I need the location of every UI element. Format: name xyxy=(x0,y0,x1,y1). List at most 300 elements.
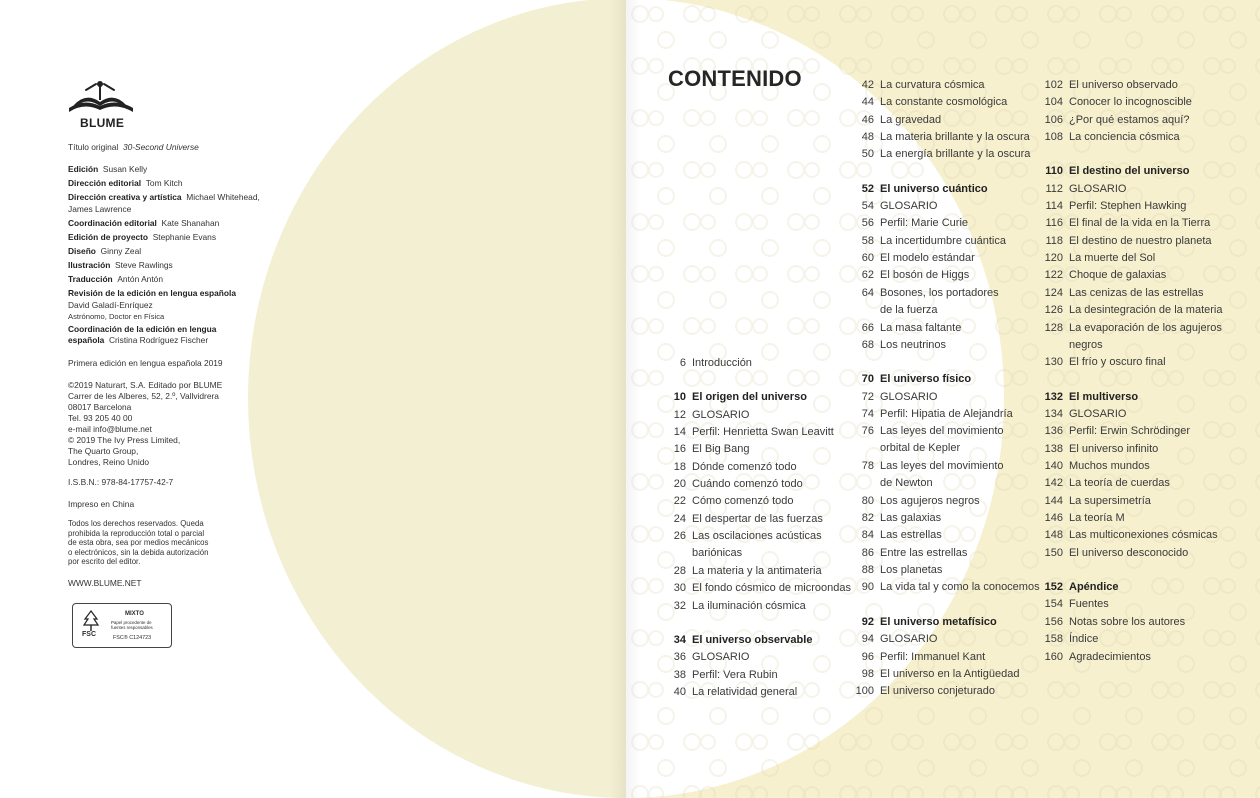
toc-entry-title: Agradecimientos xyxy=(1069,651,1151,663)
toc-entry xyxy=(673,477,803,491)
toc-page-number: 132 xyxy=(1044,391,1063,403)
credit-name: Susan Kelly xyxy=(98,164,148,174)
toc-entry-title: GLOSARIO xyxy=(692,651,750,663)
text-line: e-mail info@blume.net xyxy=(68,424,152,434)
credit-role: Dirección editorial xyxy=(68,178,142,188)
toc-entry-title: Fuentes xyxy=(1069,598,1109,610)
toc-entry xyxy=(1044,597,1109,611)
toc-entry-title: El fondo cósmico de microondas xyxy=(692,582,851,594)
toc-entry-title: Perfil: Erwin Schrödinger xyxy=(1069,425,1191,437)
toc-entry-title: Índice xyxy=(1069,633,1099,645)
toc-entry xyxy=(861,528,942,542)
toc-entry-title: GLOSARIO xyxy=(880,200,938,212)
toc-page-number: 32 xyxy=(673,600,686,612)
toc-page-number: 144 xyxy=(1044,495,1063,507)
toc-entry xyxy=(1044,476,1170,490)
toc-entry-title: La incertidumbre cuántica xyxy=(880,235,1006,247)
credit-row xyxy=(68,324,216,335)
toc-page-number: 18 xyxy=(673,461,686,473)
toc-page-number: 72 xyxy=(861,391,874,403)
toc-entry xyxy=(673,512,823,526)
toc-page-number: 120 xyxy=(1044,252,1063,264)
toc-page-number: 30 xyxy=(673,582,686,594)
toc-page-number: 94 xyxy=(861,633,874,645)
toc-page-number: 38 xyxy=(673,669,686,681)
toc-entry xyxy=(861,251,975,265)
toc-entry-title: El modelo estándar xyxy=(880,252,975,264)
toc-entry xyxy=(861,78,985,92)
toc-entry xyxy=(861,459,1004,489)
toc-section xyxy=(861,615,997,629)
text-line: por escrito del editor. xyxy=(68,557,141,567)
toc-entry-title: Las leyes del movimiento xyxy=(880,460,1004,472)
toc-page-number: 150 xyxy=(1044,547,1063,559)
toc-entry xyxy=(861,650,986,664)
toc-page-number: 112 xyxy=(1045,183,1063,195)
toc-entry-continuation: de la fuerza xyxy=(880,304,938,316)
credit-role: Dirección creativa y artística xyxy=(68,192,182,202)
toc-section xyxy=(861,182,988,196)
fsc-desc: Papel procedente de fuentes responsables xyxy=(111,620,153,630)
credit-name: Cristina Rodríguez Fischer xyxy=(104,335,209,345)
text-line: prohibida la reproducción total o parcial xyxy=(68,528,205,538)
toc-page-number: 64 xyxy=(861,287,874,299)
toc-entry-title: La materia brillante y la oscura xyxy=(880,131,1030,143)
toc-page-number: 122 xyxy=(1044,269,1063,281)
toc-section xyxy=(1044,390,1139,404)
toc-page-number: 48 xyxy=(861,131,874,143)
toc-entry xyxy=(1044,528,1218,542)
credit-name: James Lawrence xyxy=(68,204,132,214)
credit-role: Coordinación editorial xyxy=(68,218,157,228)
toc-page-number: 22 xyxy=(673,495,686,507)
toc-page-number: 70 xyxy=(861,373,874,385)
toc-page-number: 14 xyxy=(673,426,686,438)
toc-entry-title: Los agujeros negros xyxy=(880,495,980,507)
blume-logo xyxy=(66,80,136,116)
toc-page-number: 54 xyxy=(861,200,874,212)
toc-page-number: 90 xyxy=(861,581,874,593)
toc-page-number: 6 xyxy=(679,357,686,369)
toc-entry-title: La supersimetría xyxy=(1069,495,1151,507)
toc-page-number: 106 xyxy=(1044,114,1063,126)
credit-role: Diseño xyxy=(68,246,96,256)
fsc-label: FSC xyxy=(82,631,96,638)
credit-role: Coordinación de la edición en lengua xyxy=(68,324,217,334)
toc-page-number: 100 xyxy=(855,685,874,697)
credit-role: Traducción xyxy=(68,274,113,284)
toc-entry-title: GLOSARIO xyxy=(880,633,938,645)
toc-entry-title: La desintegración de la materia xyxy=(1069,304,1223,316)
toc-page-number: 128 xyxy=(1044,322,1063,334)
toc-entry-title: La vida tal y como la conocemos xyxy=(880,581,1040,593)
toc-entry xyxy=(1044,650,1151,664)
credit-name: Michael Whitehead, xyxy=(181,192,260,202)
toc-entry xyxy=(1044,130,1180,144)
text-line: 08017 Barcelona xyxy=(68,402,132,412)
toc-entry xyxy=(673,442,750,456)
website: WWW.BLUME.NET xyxy=(68,578,142,588)
toc-page-number: 102 xyxy=(1044,79,1063,91)
toc-entry xyxy=(673,668,778,682)
toc-page-number: 156 xyxy=(1044,616,1063,628)
toc-entry-title: Entre las estrellas xyxy=(880,547,968,559)
toc-entry-title: Choque de galaxias xyxy=(1069,269,1167,281)
toc-entry xyxy=(1044,321,1222,351)
toc-entry xyxy=(673,581,851,595)
credit-row xyxy=(68,335,208,346)
toc-section xyxy=(673,390,807,404)
toc-entry xyxy=(861,268,970,282)
toc-entry xyxy=(861,390,938,404)
toc-page-number: 114 xyxy=(1045,200,1063,212)
toc-entry-title: El universo observable xyxy=(692,634,813,646)
toc-entry-title: El destino del universo xyxy=(1069,165,1190,177)
toc-entry-title: El universo cuántico xyxy=(880,183,988,195)
toc-entry xyxy=(861,511,942,525)
fsc-tree-icon xyxy=(81,609,101,633)
credit-role: Ilustración xyxy=(68,260,111,270)
toc-page-number: 140 xyxy=(1044,460,1063,472)
isbn: I.S.B.N.: 978-84-17757-42-7 xyxy=(68,477,174,487)
toc-entry-title: Las oscilaciones acústicas xyxy=(692,530,822,542)
toc-entry-title: Notas sobre los autores xyxy=(1069,616,1186,628)
toc-page-number: 104 xyxy=(1044,96,1063,108)
toc-entry-title: Perfil: Hipatia de Alejandría xyxy=(880,408,1013,420)
toc-section xyxy=(861,372,972,386)
printed-in: Impreso en China xyxy=(68,499,135,509)
credit-role: Edición de proyecto xyxy=(68,232,149,242)
toc-entry xyxy=(861,199,938,213)
toc-entry xyxy=(1044,615,1186,629)
toc-entry-title: GLOSARIO xyxy=(692,409,750,421)
toc-entry-title: Perfil: Stephen Hawking xyxy=(1069,200,1187,212)
toc-entry xyxy=(1044,442,1159,456)
text-line: ©2019 Naturart, S.A. Editado por BLUME xyxy=(68,380,223,390)
toc-entry-title: Las cenizas de las estrellas xyxy=(1069,287,1204,299)
toc-entry xyxy=(1044,459,1150,473)
toc-entry-title: ¿Por qué estamos aquí? xyxy=(1069,114,1190,126)
credit-name: Antón Antón xyxy=(112,274,163,284)
toc-page-number: 78 xyxy=(861,460,874,472)
toc-entry-title: Los neutrinos xyxy=(880,339,947,351)
toc-entry-title: Introducción xyxy=(692,357,752,369)
toc-entry xyxy=(861,494,980,508)
toc-entry-title: La conciencia cósmica xyxy=(1069,131,1180,143)
toc-entry-title: Apéndice xyxy=(1069,581,1119,593)
toc-page-number: 124 xyxy=(1044,287,1063,299)
publisher-name: BLUME xyxy=(80,116,125,130)
toc-entry xyxy=(861,546,968,560)
first-edition: Primera edición en lengua española 2019 xyxy=(68,358,223,368)
toc-section xyxy=(1044,580,1119,594)
toc-entry-title: Conocer lo incognoscible xyxy=(1069,96,1192,108)
toc-entry xyxy=(679,356,752,370)
toc-page-number: 118 xyxy=(1045,235,1063,247)
rights-notice xyxy=(68,519,268,567)
toc-entry-title: El universo observado xyxy=(1069,79,1178,91)
toc-entry-title: Perfil: Henrietta Swan Leavitt xyxy=(692,426,834,438)
toc-page-number: 40 xyxy=(673,686,686,698)
toc-entry xyxy=(1045,216,1211,230)
toc-entry xyxy=(673,408,750,422)
address-block xyxy=(68,380,268,468)
toc-page-number: 154 xyxy=(1044,598,1063,610)
toc-entry-title: La teoría M xyxy=(1069,512,1125,524)
fsc-badge xyxy=(72,603,172,648)
credit-row xyxy=(68,232,216,243)
credit-row xyxy=(68,300,153,311)
toc-entry xyxy=(673,685,798,699)
toc-entry-title: La materia y la antimateria xyxy=(692,565,822,577)
toc-entry xyxy=(1044,113,1190,127)
toc-entry xyxy=(1045,182,1127,196)
toc-entry-title: El multiverso xyxy=(1069,391,1139,403)
toc-entry-title: El destino de nuestro planeta xyxy=(1069,235,1212,247)
fsc-code: FSC® C124723 xyxy=(113,635,152,641)
toc-entry xyxy=(1045,199,1187,213)
toc-entry-title: Perfil: Marie Curie xyxy=(880,217,969,229)
toc-entry xyxy=(673,564,822,578)
toc-page-number: 68 xyxy=(861,339,874,351)
toc-page-number: 108 xyxy=(1044,131,1063,143)
toc-entry-title: Cuándo comenzó todo xyxy=(692,478,803,490)
text-line: © 2019 The Ivy Press Limited, xyxy=(68,435,181,445)
toc-entry-title: La muerte del Sol xyxy=(1069,252,1156,264)
credit-name: Kate Shanahan xyxy=(156,218,220,228)
credit-row xyxy=(68,178,183,189)
toc-page-number: 148 xyxy=(1044,529,1063,541)
credit-row xyxy=(68,164,147,175)
text-line: de esta obra, sea por medios mecánicos xyxy=(68,538,209,548)
text-line: Carrer de les Alberes, 52, 2.º, Vallvidrera xyxy=(68,391,219,401)
toc-page-number: 160 xyxy=(1044,651,1063,663)
toc-page-number: 110 xyxy=(1045,165,1063,177)
toc-entry-title: La masa faltante xyxy=(880,322,962,334)
toc-entry xyxy=(673,529,822,559)
toc-entry xyxy=(1044,286,1204,300)
toc-entry-title: El bosón de Higgs xyxy=(880,269,970,281)
credit-name: Astrónomo, Doctor en Física xyxy=(68,312,165,321)
toc-entry xyxy=(861,580,1040,594)
gutter-shadow xyxy=(610,0,640,798)
toc-entry-title: GLOSARIO xyxy=(880,391,938,403)
toc-entry-title: El universo físico xyxy=(880,373,972,385)
credit-name: Steve Rawlings xyxy=(110,260,173,270)
toc-entry-title: Las leyes del movimiento xyxy=(880,425,1004,437)
toc-page-number: 134 xyxy=(1044,408,1063,420)
toc-entry-continuation: negros xyxy=(1069,339,1103,351)
toc-entry xyxy=(1044,78,1178,92)
toc-page-number: 76 xyxy=(861,425,874,437)
credit-role: Edición xyxy=(68,164,99,174)
toc-page-number: 46 xyxy=(861,114,874,126)
credit-role: Revisión de la edición en lengua española xyxy=(68,288,237,298)
toc-entry xyxy=(1044,632,1099,646)
toc-entry-title: Cómo comenzó todo xyxy=(692,495,794,507)
toc-entry-title: Bosones, los portadores xyxy=(880,287,999,299)
toc-entry xyxy=(1044,494,1151,508)
toc-entry xyxy=(861,113,942,127)
toc-page-number: 74 xyxy=(861,408,874,420)
toc-page-number: 56 xyxy=(861,217,874,229)
credit-name: David Galadí-Enríquez xyxy=(68,300,153,310)
toc-entry xyxy=(861,216,969,230)
toc-section xyxy=(673,633,813,647)
toc-page-number: 84 xyxy=(861,529,874,541)
text-line: Tel. 93 205 40 00 xyxy=(68,413,133,423)
toc-entry xyxy=(861,407,1013,421)
toc-entry xyxy=(855,684,995,698)
toc-entry-title: Las galaxias xyxy=(880,512,942,524)
toc-entry-title: GLOSARIO xyxy=(1069,183,1127,195)
credit-row xyxy=(68,260,173,271)
toc-page-number: 158 xyxy=(1044,633,1063,645)
toc-entry-title: La gravedad xyxy=(880,114,942,126)
fsc-mix: MIXTO xyxy=(125,611,144,617)
toc-entry-title: La teoría de cuerdas xyxy=(1069,477,1170,489)
toc-entry-title: GLOSARIO xyxy=(1069,408,1127,420)
toc-entry-title: El universo infinito xyxy=(1069,443,1159,455)
toc-page-number: 82 xyxy=(861,512,874,524)
toc-page-number: 92 xyxy=(861,616,874,628)
toc-entry xyxy=(861,321,962,335)
toc-entry xyxy=(1044,268,1167,282)
toc-page-number: 26 xyxy=(673,530,686,542)
toc-entry xyxy=(1044,407,1127,421)
toc-entry-title: La constante cosmológica xyxy=(880,96,1008,108)
toc-page-number: 12 xyxy=(673,409,686,421)
toc-page-number: 138 xyxy=(1044,443,1063,455)
text-line: The Quarto Group, xyxy=(68,446,139,456)
toc-entry-continuation: orbital de Kepler xyxy=(880,442,961,454)
toc-entry-title: La curvatura cósmica xyxy=(880,79,985,91)
credit-role: española xyxy=(68,335,105,345)
toc-entry-title: La iluminación cósmica xyxy=(692,600,806,612)
original-title-value: 30-Second Universe xyxy=(122,142,199,152)
toc-entry-title: El universo metafísico xyxy=(880,616,997,628)
toc-page-number: 126 xyxy=(1044,304,1063,316)
toc-entry xyxy=(1044,546,1189,560)
toc-entry xyxy=(861,130,1030,144)
credit-row xyxy=(68,218,219,229)
toc-entry-title: Dónde comenzó todo xyxy=(692,461,797,473)
original-title-label: Título original xyxy=(68,142,119,152)
toc-entry xyxy=(861,424,1004,454)
toc-page-number: 42 xyxy=(861,79,874,91)
toc-entry xyxy=(1044,355,1166,369)
toc-entry xyxy=(673,425,834,439)
toc-page-number: 52 xyxy=(861,183,874,195)
toc-entry xyxy=(1044,303,1223,317)
toc-entry-title: La relatividad general xyxy=(692,686,798,698)
toc-page-number: 146 xyxy=(1044,512,1063,524)
toc-page-number: 10 xyxy=(673,391,686,403)
credit-row xyxy=(68,246,141,257)
toc-entry-title: El universo en la Antigüedad xyxy=(880,668,1020,680)
toc-entry xyxy=(861,147,1031,161)
credit-row xyxy=(68,204,131,215)
toc-entry-continuation: de Newton xyxy=(880,477,933,489)
toc-entry-title: Perfil: Vera Rubin xyxy=(692,669,778,681)
toc-entry-title: La evaporación de los agujeros xyxy=(1069,322,1222,334)
toc-entry xyxy=(673,650,750,664)
toc-page-number: 96 xyxy=(861,651,874,663)
toc-page-number: 50 xyxy=(861,148,874,160)
toc-entry xyxy=(1044,511,1125,525)
toc-entry-title: El universo conjeturado xyxy=(880,685,995,697)
toc-entry xyxy=(861,667,1020,681)
toc-entry-title: La energía brillante y la oscura xyxy=(880,148,1031,160)
credit-row xyxy=(68,288,236,299)
toc-entry xyxy=(861,563,943,577)
toc-entry-title: El frío y oscuro final xyxy=(1069,356,1166,368)
toc-entry xyxy=(861,338,947,352)
toc-page-number: 136 xyxy=(1044,425,1063,437)
text-line: Londres, Reino Unido xyxy=(68,457,150,467)
toc-page-number: 116 xyxy=(1045,217,1063,229)
toc-page-number: 16 xyxy=(673,443,686,455)
text-line: Todos los derechos reservados. Queda xyxy=(68,519,204,528)
toc-entry-title: El Big Bang xyxy=(692,443,750,455)
toc-page-number: 98 xyxy=(861,668,874,680)
toc-entry xyxy=(861,234,1006,248)
toc-title: CONTENIDO xyxy=(668,66,802,91)
toc-entry-title: El despertar de las fuerzas xyxy=(692,513,823,525)
toc-entry-continuation: bariónicas xyxy=(692,547,743,559)
toc-page-number: 152 xyxy=(1044,581,1063,593)
toc-page-number: 60 xyxy=(861,252,874,264)
toc-entry xyxy=(673,599,806,613)
toc-page-number: 142 xyxy=(1044,477,1063,489)
credit-name: Tom Kitch xyxy=(141,178,183,188)
toc-entry-title: Las estrellas xyxy=(880,529,942,541)
toc-page-number: 86 xyxy=(861,547,874,559)
toc-page-number: 58 xyxy=(861,235,874,247)
toc-entry-title: El final de la vida en la Tierra xyxy=(1069,217,1211,229)
toc-entry-title: El universo desconocido xyxy=(1069,547,1189,559)
toc-entry-title: El origen del universo xyxy=(692,391,807,403)
toc-entry xyxy=(1044,251,1156,265)
credit-row xyxy=(68,274,163,285)
toc-entry xyxy=(861,286,999,316)
text-line: o electrónicos, sin la debida autorización xyxy=(68,547,209,557)
toc-page-number: 88 xyxy=(861,564,874,576)
toc-entry-title: Muchos mundos xyxy=(1069,460,1150,472)
toc-section xyxy=(1045,164,1190,178)
toc-page-number: 24 xyxy=(673,513,686,525)
original-title xyxy=(68,142,268,153)
toc-page-number: 34 xyxy=(673,634,686,646)
toc-entry xyxy=(1044,424,1191,438)
credit-name: Ginny Zeal xyxy=(95,246,142,256)
toc-entry xyxy=(861,632,938,646)
toc-page-number: 44 xyxy=(861,96,874,108)
toc-page-number: 130 xyxy=(1044,356,1063,368)
toc-entry xyxy=(1045,234,1212,248)
toc-entry xyxy=(673,494,794,508)
toc-entry xyxy=(861,95,1008,109)
toc-page-number: 28 xyxy=(673,565,686,577)
toc-entry-title: Las multiconexiones cósmicas xyxy=(1069,529,1218,541)
toc-entry-title: Los planetas xyxy=(880,564,943,576)
toc-entry xyxy=(1044,95,1192,109)
toc-entry xyxy=(673,460,797,474)
toc-entry-title: Perfil: Immanuel Kant xyxy=(880,651,986,663)
toc-page-number: 20 xyxy=(673,478,686,490)
credit-row xyxy=(68,311,164,322)
credit-row xyxy=(68,192,260,203)
